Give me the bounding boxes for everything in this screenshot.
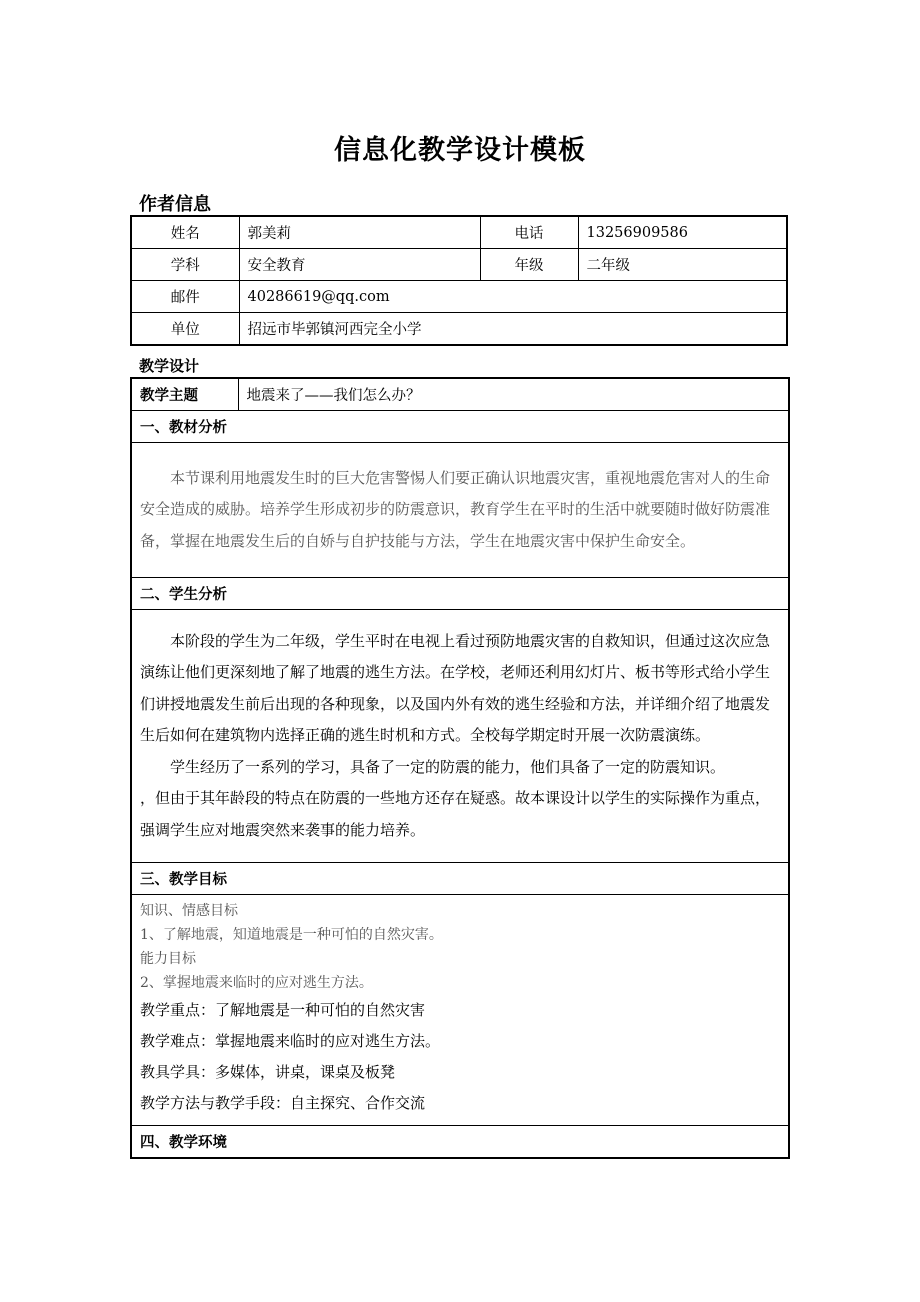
student-analysis-body (131, 610, 789, 863)
difficulty-line: 教学难点：掌握地震来临时的应对逃生方法。 (140, 1032, 441, 1050)
student-body-row (131, 610, 789, 863)
name-label: 姓名 (131, 216, 239, 249)
subject-label: 学科 (131, 249, 239, 281)
topic-label: 教学主题 (131, 378, 238, 411)
material-heading-row (131, 411, 789, 443)
goal-heading-row (131, 863, 789, 895)
goal-body (131, 895, 789, 1126)
unit-label: 单位 (131, 313, 239, 346)
unit-value: 招远市毕郭镇河西完全小学 (239, 313, 787, 346)
author-row-unit (131, 313, 787, 346)
page-title: 信息化教学设计模板 (334, 135, 586, 166)
topic-value: 地震来了——我们怎么办？ (238, 378, 789, 411)
method-line: 教学方法与教学手段：自主探究、合作交流 (140, 1094, 426, 1112)
design-section-heading: 教学设计 (139, 357, 200, 375)
author-row-name (131, 216, 787, 249)
student-heading-row (131, 578, 789, 610)
email-value: 40286619@qq.com (239, 281, 787, 313)
key-point-line: 教学重点：了解地震是一种可怕的自然灾害 (140, 1001, 426, 1019)
student-paragraph-2b: ，但由于其年龄段的特点在防震的一些地方还存在疑惑。故本课设计以学生的实际操作为重点，强调学生应对地震突然来袭事的能力培养。 (140, 789, 771, 839)
topic-row (131, 378, 789, 411)
material-text: 本节课利用地震发生时的巨大危害警惕人们要正确认识地震灾害，重视地震危害对人的生命安全造成的威胁。培养学生形成初步的防震意识，教育学生在平时的生活中就要随时做好防震准备，掌握在地震发生后的自娇与自护技能与方法，学生在地震灾害中保护生命安全。 (131, 443, 789, 578)
goal-line: 2、掌握地震来临时的应对逃生方法。 (140, 975, 373, 991)
name-value: 郭美莉 (239, 216, 480, 249)
author-row-subject (131, 249, 787, 281)
goal-body-row (131, 895, 789, 1126)
material-body-row (131, 443, 789, 578)
goal-heading: 三、教学目标 (131, 863, 789, 895)
grade-label: 年级 (480, 249, 578, 281)
subject-value: 安全教育 (239, 249, 480, 281)
goal-line: 1、了解地震，知道地震是一种可怕的自然灾害。 (140, 927, 443, 943)
grade-value: 二年级 (578, 249, 787, 281)
phone-value: 13256909586 (578, 216, 787, 249)
email-label: 邮件 (131, 281, 239, 313)
tools-line: 教具学具：多媒体，讲桌，课桌及板凳 (140, 1063, 396, 1081)
student-paragraph-2a: 学生经历了一系列的学习，具备了一定的防震的能力，他们具备了一定的防震知识。 (170, 757, 726, 776)
teaching-design-table (130, 377, 790, 1159)
goal-line: 知识、情感目标 (140, 903, 238, 919)
env-heading: 四、教学环境 (131, 1126, 789, 1159)
author-section-heading: 作者信息 (139, 194, 211, 215)
author-info-table (130, 215, 788, 346)
student-paragraph-1: 本阶段的学生为二年级，学生平时在电视上看过预防地震灾害的自救知识，但通过这次应急演练让他们更深刻地了解了地震的逃生方法。在学校，老师还利用幻灯片、板书等形式给小学生们讲授地震发生前后出现的各种现象，以及国内外有效的逃生经验和方法，并详细介绍了地震发生后如何在建筑物内选择正确的逃生时机和方式。全校每学期定时开展一次防震演练。 (140, 631, 771, 745)
author-row-email (131, 281, 787, 313)
goal-line: 能力目标 (140, 951, 196, 967)
material-heading: 一、教材分析 (131, 411, 789, 443)
env-heading-row (131, 1126, 789, 1159)
phone-label: 电话 (480, 216, 578, 249)
student-heading: 二、学生分析 (131, 578, 789, 610)
